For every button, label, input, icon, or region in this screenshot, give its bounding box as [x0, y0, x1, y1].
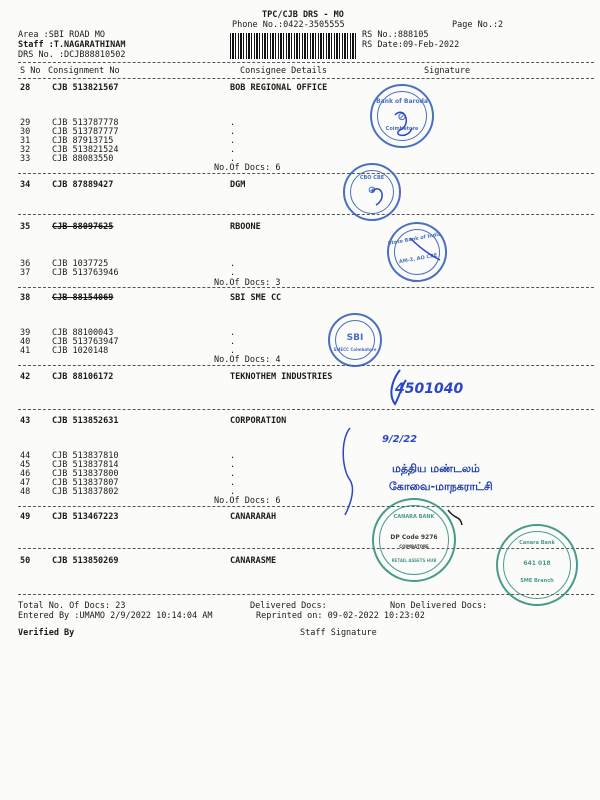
non-delivered-docs: Non Delivered Docs:	[390, 601, 488, 611]
divider	[18, 506, 594, 507]
doc-count: No.Of Docs: 6	[214, 496, 281, 506]
phone-number: Phone No.:0422-3505555	[232, 20, 345, 30]
table-row: 28 CJB 513821567 BOB REGIONAL OFFICE	[20, 83, 328, 93]
barcode	[230, 33, 358, 59]
col-details: Consignee Details	[240, 66, 327, 76]
table-row: 36 CJB 1037725 .	[20, 259, 236, 269]
page-number: Page No.:2	[452, 20, 504, 30]
document-title: TPC/CJB DRS - MO	[262, 10, 344, 20]
table-row: 41 CJB 1020148 .	[20, 346, 236, 356]
canara-retail-stamp: CANARA BANK DP Code 9276 COIMBATORE RETAIL ASSETS HUB	[372, 498, 456, 582]
sbi-admin-stamp: State Bank of India AM-2, AO CBE	[382, 217, 452, 287]
sbi-sme-stamp: SBI SMECC Coimbatore	[328, 313, 382, 367]
reprinted-on: Reprinted on: 09-02-2022 10:23:02	[256, 611, 425, 621]
divider	[18, 409, 594, 410]
drs-number: DRS No. :DCJB88810502	[18, 50, 126, 60]
divider	[18, 214, 594, 215]
table-row: 48 CJB 513837802 .	[20, 487, 236, 497]
table-row: 34 CJB 87889427 DGM	[20, 180, 246, 190]
entered-by: Entered By :UMAMO 2/9/2022 10:14:04 AM	[18, 611, 213, 621]
table-row: 37 CJB 513763946 .	[20, 268, 236, 278]
doc-count: No.Of Docs: 6	[214, 163, 281, 173]
table-row: 32 CJB 513821524 .	[20, 145, 236, 155]
bob-stamp: Bank of Baroda ⊘ Coimbatore	[370, 84, 434, 148]
table-row: 33 CJB 88083550 .	[20, 154, 236, 164]
total-docs: Total No. Of Docs: 23	[18, 601, 126, 611]
table-row: 44 CJB 513837810 .	[20, 451, 236, 461]
canara-sme-stamp: Canara Bank 641 018 SME Branch	[496, 524, 578, 606]
col-signature: Signature	[424, 66, 471, 76]
divider	[18, 78, 594, 79]
table-row: 29 CJB 513787778 .	[20, 118, 236, 128]
col-consignment: Consignment No	[48, 66, 120, 76]
staff-signature-label: Staff Signature	[300, 628, 377, 638]
table-row: 43 CJB 513852631 CORPORATION	[20, 416, 287, 426]
divider	[18, 173, 594, 174]
divider	[18, 62, 594, 63]
delivered-docs: Delivered Docs:	[250, 601, 327, 611]
col-sno: S No	[20, 66, 41, 76]
handwritten-date: 9/2/22	[382, 434, 418, 445]
rs-date: RS Date:09-Feb-2022	[362, 40, 460, 50]
divider	[18, 287, 594, 288]
table-row: 45 CJB 513837814 .	[20, 460, 236, 470]
table-row: 35 CJB 88097625 RBOONE	[20, 222, 261, 232]
table-row: 50 CJB 513850269 CANARASME	[20, 556, 277, 566]
staff-label: Staff :T.NAGARATHINAM	[18, 40, 126, 50]
table-row: 30 CJB 513787777 .	[20, 127, 236, 137]
table-row: 39 CJB 88100043 .	[20, 328, 236, 338]
verified-by: Verified By	[18, 628, 75, 638]
table-row: 42 CJB 88106172 TEKNOTHEM INDUSTRIES	[20, 372, 333, 382]
doc-count: No.Of Docs: 3	[214, 278, 281, 288]
area-label: Area :SBI ROAD MO	[18, 30, 105, 40]
divider	[18, 365, 594, 366]
doc-count: No.Of Docs: 4	[214, 355, 281, 365]
rs-number: RS No.:888105	[362, 30, 429, 40]
tamil-line-1: மத்திய மண்டலம்	[392, 462, 480, 475]
handwritten-number: 4501040	[395, 381, 464, 397]
cbo-stamp: CBO CBE ⊘	[343, 163, 401, 221]
table-row: 47 CJB 513837807 .	[20, 478, 236, 488]
table-row: 49 CJB 513467223 CANARARAH	[20, 512, 277, 522]
column-headers	[18, 66, 594, 77]
tamil-line-2: கோவை-மாநகராட்சி	[389, 480, 493, 493]
table-row: 31 CJB 87913715 .	[20, 136, 236, 146]
table-row: 46 CJB 513837800 .	[20, 469, 236, 479]
table-row: 38 CJB 88154069 SBI SME CC	[20, 293, 282, 303]
table-row: 40 CJB 513763947 .	[20, 337, 236, 347]
